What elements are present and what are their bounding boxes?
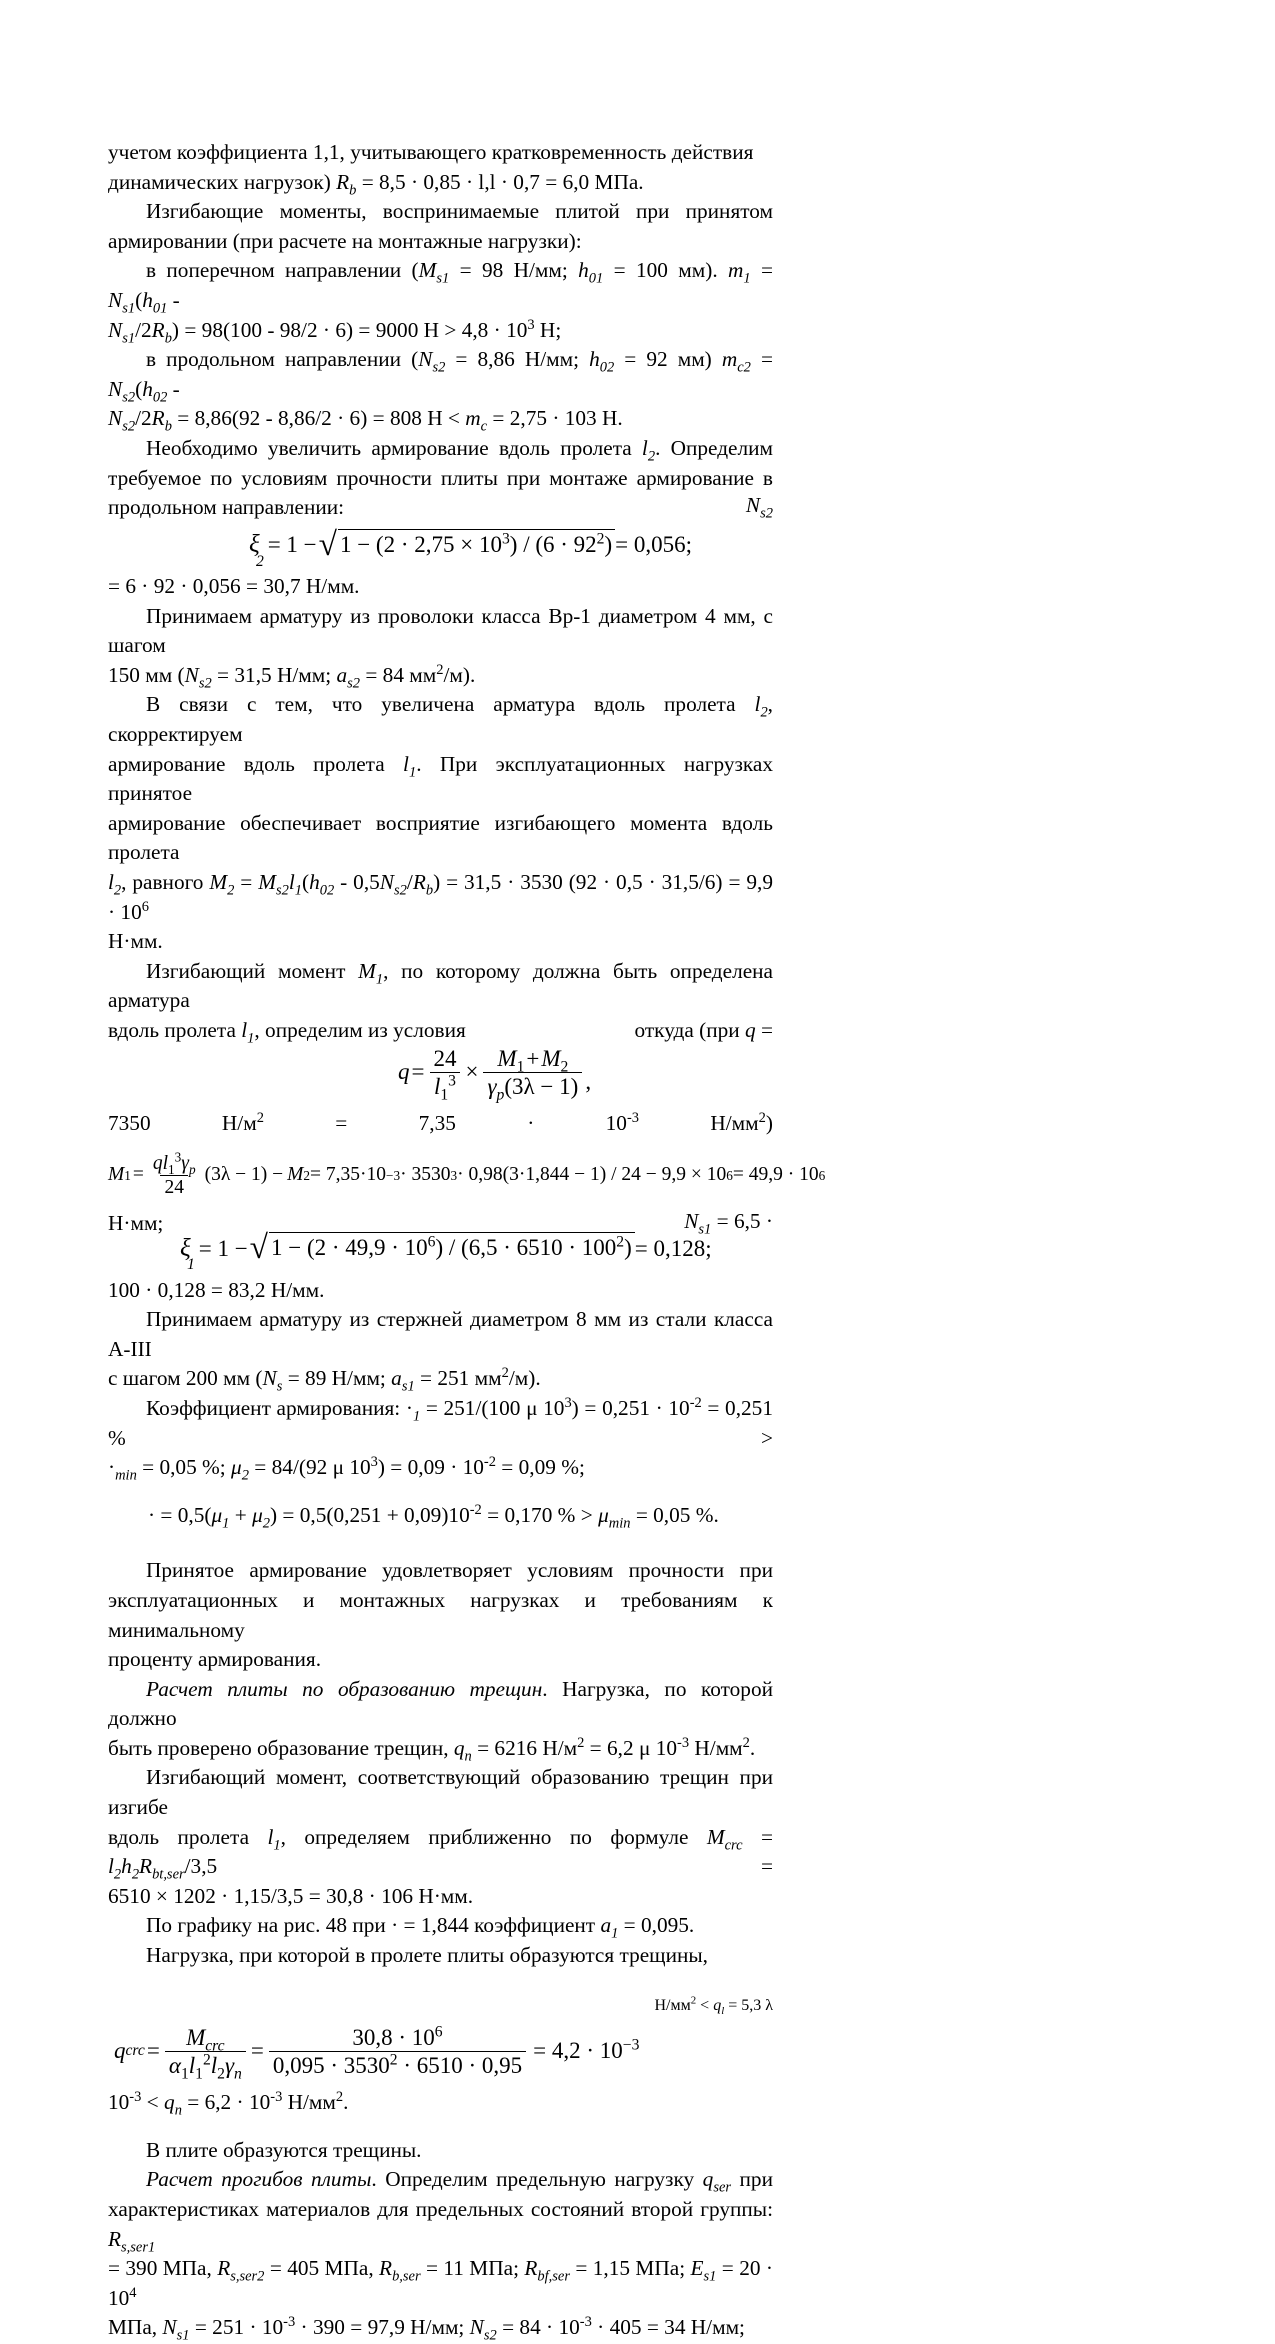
paragraph-21: В плите образуются трещины. [146, 2137, 422, 2162]
p1-line2b: = 8,5 · 0,85 · l,l · 0,7 = 6,0 МПа. [356, 169, 644, 194]
paragraph-3: в поперечном направлении ($M_{s1} = 98$ Н/мм; $h_{01} = 100$ мм). $m_1 = N_{s1}(h_{01}$ - $N_{s1}/2R_b) = 98(100 - 98/2 \cdot 6) = 9000$ $Н > 4,8 \cdot 10^3$ Н; [108, 258, 774, 346]
p1-line1: учетом коэффициента 1,1, учитывающего кратковременность действия [108, 140, 754, 164]
eq-xi1-lhs: ξ [180, 1234, 191, 1262]
eq-M1-lhs: M [108, 1164, 125, 1186]
equation-q: q = $\frac{24}{l_1^3}$ × $\frac{M_1+M_2}{\gamma_p(3\lambda - 1)}$ , [398, 1045, 592, 1104]
sym-Rb: R [336, 169, 350, 194]
paragraph-22: Расчет прогибов плиты. Определим предельную нагрузку $q_{ser}$ при характеристиках материалов для предельных состояний второй группы: $R_{s,ser1}$ = 390 МПа, $R_{s,ser2} = 405$ МПа, $R_{b,ser} = 11$ МПа; $R_{bf,ser} = 1,15$ МПа; $E_{s1} = 20 \cdot 10^4$ МПа, $N_{s1} = 251 \cdot 10^{-3} \cdot 390 = 97,9$ Н/мм; $N_{s2} = 84 \cdot 10^{-3} \cdot 405 = 34$ Н/мм; [108, 2167, 773, 2344]
paragraph-2 [108, 197, 773, 256]
section-title-deflection: Расчет прогибов плиты [146, 2167, 372, 2192]
equation-qcrc: q crc = $\frac{M_{crc}}{\alpha_1l_1^2l_2\gamma_n}$ = $\frac{30,8 \cdot 10^6}{0,095 \cdot 3530^2 \cdot 6510 \cdot 0,95}$ = $4,2 \cdot 10^{-3}$ [114, 2022, 640, 2083]
equation-M1: M 1 = $\frac{ql_1^3\gamma_p}{24}$ (3λ − 1) − M 2 = 7,35·10 −3 · 3530 3 · 0,98(3·1,844 − 1) / 24 − 9,9 × 10 6 = 49,9 · 10 6 [108, 1149, 826, 1199]
sym-Mcrc: M [706, 1824, 725, 1849]
eq-qcrc-frac2: $\frac{30,8 \cdot 10^6}{0,095 \cdot 3530^2 \cdot 6510 \cdot 0,95}$ [269, 2025, 526, 2079]
paragraph-4: в продольном направлении ($N_{s2} = 8,86$ Н/мм; $h_{02} = 92$ мм) $m_{c2} = N_{s2}(h_{02}$ - $N_{s2}/2R_b = 8,86(92 - 8,86/2 \cdot 6) = 808$ $Н < m_c = 2,75 \cdot 103$ Н. [108, 347, 774, 435]
sym-h02: h [589, 347, 600, 372]
sym-Ns1: N [108, 287, 123, 312]
page-body [108, 138, 826, 2344]
paragraph-17: Изгибающий момент, соответствующий образованию трещин при изгибе вдоль пролета $l_1$, определяем приближенно по формуле $M_{crc} = l_2h_2R_{bt,ser}/3,5$ = 6510 × 1202 · 1,15/3,5 = 30,8 · 106 Н·мм. [108, 1765, 773, 1908]
sym-a1: a [600, 1913, 612, 1938]
sym-qn: q [453, 1735, 465, 1760]
sym-mumin: μ [598, 1502, 609, 1527]
paragraph-20: $10^{-3} < q_n = 6,2 \cdot 10^{-3}$ $Н/мм^2$. [108, 2089, 349, 2119]
sym-mu2: μ [231, 1455, 242, 1480]
sym-ql: q [713, 1996, 722, 2014]
equation-xi2: ξ 2 = 1 − √ $1 - (2 \cdot 2,75 \times 10^3) / (6 \cdot 92^2)$ = 0,056; [248, 525, 693, 570]
sym-qser: q [702, 2167, 714, 2192]
float-ns2: $N_{s2}$ [745, 492, 773, 522]
eq-q-lhs: q [398, 1059, 410, 1085]
section-title-crack: Расчет плиты по образованию трещин [146, 1676, 543, 1701]
sym-Rbtser: R [139, 1854, 153, 1879]
paragraph-19: Нагрузка, при которой в пролете плиты образуются трещины, [146, 1943, 708, 1968]
sym-mu1: μ [211, 1502, 223, 1527]
paragraph-1 [108, 138, 773, 197]
paragraph-9: Изгибающий момент $M_1$, по которому должна быть определена арматура вдоль пролета $l_1$, определим из условия откуда (при q = [108, 958, 773, 1047]
eq-q-frac1: $\frac{24}{l_1^3}$ [429, 1046, 460, 1100]
sym-Rsser2: R [217, 2256, 231, 2281]
row-7350: 7350 $Н/м^2$ = 7,35 · $10^{-3}$ $Н/мм^2$) [108, 1110, 773, 1136]
sym-M2: M [209, 870, 228, 894]
sym-as1: a [391, 1366, 402, 1391]
sym-Rbser: R [379, 2256, 393, 2281]
p1-line2a: динамических нагрузок) [108, 169, 337, 194]
eq-q-frac2: $\frac{M_1+M_2}{\gamma_p(3\lambda - 1)}$ [483, 1046, 582, 1100]
paragraph-15: Принятое армирование удовлетворяет условиям прочности при эксплуатационных и монтажных нагрузках и требованиям к минимальному проценту армирования. [108, 1558, 773, 1672]
row-qcrc-tail: $Н/мм^2 < q_l = 5,3$ λ [654, 1994, 773, 2017]
paragraph-11: 100 · 0,128 = 83,2 Н/мм. [108, 1277, 325, 1302]
glyph-mu-broken-2: · [108, 1455, 116, 1480]
eq-xi1-radical: √ $1 - (2 \cdot 49,9 \cdot 10^6) / (6,5 \cdot 6510 \cdot 100^2)$ [250, 1232, 635, 1265]
sym-Ms1: M [418, 258, 437, 283]
sym-Es1: E [690, 2256, 704, 2281]
sym-Ns: N [262, 1366, 277, 1391]
paragraph-7: Принимаем арматуру из проволоки класса Вр-1 диаметром 4 мм, с шагом 150 мм ($N_{s2} = 31,5$ Н/мм; $a_{s2} = 84$ $мм^2/м$). [108, 603, 773, 692]
p3a: в поперечном направлении ( [146, 258, 419, 283]
paragraph-5-wrapper [108, 434, 773, 523]
paragraph-10: Н·мм; [108, 1210, 164, 1235]
sym-Rsser1: R [108, 2226, 122, 2251]
sym-as2: a [336, 662, 348, 687]
paragraph-13: Коэффициент армирования: $\cdot_1 = 251/(100$ μ $10^3) = 0,251 \cdot 10^{-2} = 0,251$ % > $\cdot_{min} = 0,05$ %; $\mu_2 = 84/(92$ μ $10^3) = 0,09 \cdot 10^{-2} = 0,09$ %; [108, 1394, 773, 1484]
sym-Rbfser: R [524, 2256, 538, 2281]
p2-line1: Изгибающие моменты, воспринимаемые плитой при принятом [146, 199, 773, 224]
equation-xi1: ξ 1 = 1 − √ $1 - (2 \cdot 49,9 \cdot 10^6) / (6,5 \cdot 6510 \cdot 100^2)$ = 0,128; [180, 1229, 712, 1274]
sym-Ns2: N [418, 347, 433, 372]
eq-qcrc-frac1: $\frac{M_{crc}}{\alpha_1l_1^2l_2\gamma_n}$ [165, 2025, 246, 2079]
paragraph-6: = 6 · 92 · 0,056 = 30,7 Н/мм. [108, 574, 360, 599]
sym-m1: m [728, 258, 744, 283]
sym-M1: M [358, 958, 376, 983]
sym-l1: l [403, 751, 409, 776]
eq-M1-frac: $\frac{ql_1^3\gamma_p}{24}$ [152, 1149, 196, 1199]
paragraph-18: По графику на рис. 48 при · = 1,844 коэффициент $a_1 = 0,095$. [146, 1913, 695, 1942]
sym-h01: h [578, 258, 589, 283]
eq-xi2-radical: √ $1 - (2 \cdot 2,75 \times 10^3) / (6 \cdot 92^2)$ [319, 529, 615, 562]
glyph-mu-broken-1: · [405, 1395, 413, 1420]
paragraph-16: Расчет плиты по образованию трещин. Нагрузка, по которой должно быть проверено образование трещин, $q_n = 6216$ $Н/м^2 = 6,2$ μ $10^{-3}$ $Н/мм^2$. [108, 1676, 773, 1765]
sym-l2: l [641, 435, 648, 460]
float-ns1: $N_{s1} = 6,5$ · [684, 1208, 773, 1237]
paragraph-14: · = $0,5(\mu_1 + \mu_2) = 0,5(0,251 + 0,09)10^{-2} = 0,170$ % > $\mu_{min} = 0,05$ %. [148, 1501, 719, 1531]
sym-Rb-sub: b [349, 181, 357, 198]
paragraph-5: Необходимо увеличить армирование вдоль пролета $l_2$. Определим требуемое по условиям прочности плиты при монтаже армирование в продольном направлении: [108, 435, 773, 520]
paragraph-12: Принимаем арматуру из стержней диаметром 8 мм из стали класса А-III с шагом 200 мм ($N_s = 89$ Н/мм; $a_{s1} = 251$ $мм^2/м$). [108, 1307, 773, 1395]
eq-qcrc-lhs: q [114, 2038, 126, 2064]
p2-line2: армировании (при расчете на монтажные нагрузки): [108, 228, 582, 253]
eq-xi2-lhs: ξ [248, 531, 260, 559]
row-Hmm-ns1 [108, 1209, 773, 1239]
paragraph-8: В связи с тем, что увеличена арматура вдоль пролета $l_2$, скорректируем армирование вдоль пролета $l_1$. При эксплуатационных нагрузках принятое армирование обеспечивает восприятие изгибающего момента вдоль пролета $l_2$, равного $M_2 = M_{s2}l_1(h_{02} - 0,5N_{s2}/R_b) = 31,5 \cdot 3530$ $(92 \cdot 0,5 \cdot 31,5/6) = 9,9 \cdot 10^6$ Н·мм. [108, 692, 774, 954]
